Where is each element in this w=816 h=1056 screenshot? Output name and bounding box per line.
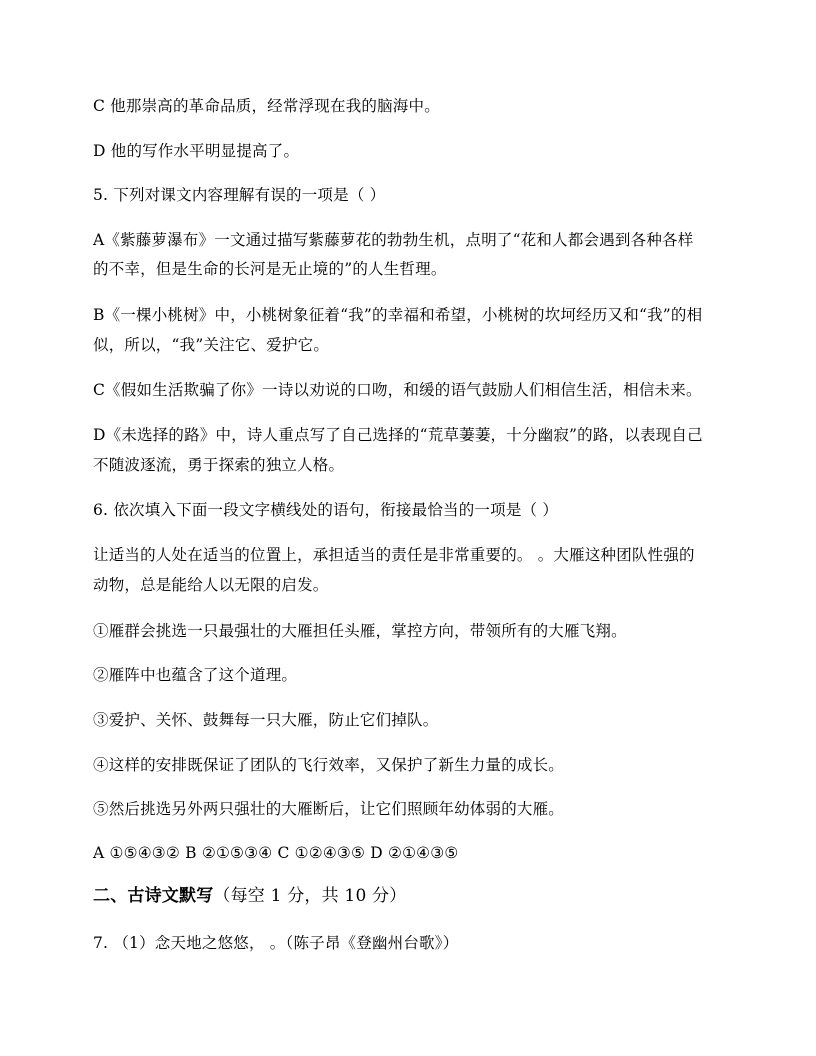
q5-option-b-line-2: 似，所以，“我”关注它、爱护它。 [93, 336, 330, 354]
q5-option-a-line-2: 的不幸，但是生命的长河是无止境的”的人生哲理。 [93, 260, 447, 278]
question-7-line-1: 7. （1）念天地之悠悠， 。（陈子昂《登幽州台歌》） [93, 934, 459, 952]
question-5: 5. 下列对课文内容理解有误的一项是（ ） [93, 186, 386, 204]
section-title: 二、古诗文默写 [93, 886, 214, 906]
option-c-line: C 他那崇高的革命品质，经常浮现在我的脑海中。 [93, 97, 440, 115]
q6-answer-options: A ①⑤④③② B ②①⑤③④ C ①②④③⑤ D ②①④③⑤ [93, 844, 459, 862]
q5-option-d-line-2: 不随波逐流，勇于探索的独立人格。 [93, 456, 345, 474]
q6-sentence-5: ⑤然后挑选另外两只强壮的大雁断后，让它们照顾年幼体弱的大雁。 [93, 800, 565, 818]
q6-sentence-1: ①雁群会挑选一只最强壮的大雁担任头雁，掌控方向，带领所有的大雁飞翔。 [93, 622, 627, 640]
q5-option-d-line-1: D《未选择的路》中，诗人重点写了自己选择的“荒草萋萋，十分幽寂”的路，以表现自己 [93, 426, 703, 444]
q6-sentence-4: ④这样的安排既保证了团队的飞行效率，又保护了新生力量的成长。 [93, 756, 565, 774]
q6-passage-line-1: 让适当的人处在适当的位置上，承担适当的责任是非常重要的。 。大雁这种团队性强的 [93, 546, 695, 564]
question-6: 6. 依次填入下面一段文字横线处的语句，衔接最恰当的一项是（ ） [93, 501, 559, 519]
q6-sentence-3: ③爱护、关怀、鼓舞每一只大雁，防止它们掉队。 [93, 711, 439, 729]
q5-option-a-line-1: A《紫藤萝瀑布》一文通过描写紫藤萝花的勃勃生机，点明了“花和人都会遇到各种各样 [93, 231, 694, 249]
q5-option-b-line-1: B《一棵小桃树》中，小桃树象征着“我”的幸福和希望，小桃树的坎坷经历又和“我”的相 [93, 306, 703, 324]
q6-passage-line-2: 动物，总是能给人以无限的启发。 [93, 576, 329, 594]
option-d-line: D 他的写作水平明显提高了。 [93, 142, 300, 160]
section-score-note: （每空 1 分，共 10 分） [213, 886, 407, 906]
section-heading [93, 886, 733, 906]
q6-sentence-2: ②雁阵中也蕴含了这个道理。 [93, 666, 298, 684]
q5-option-c-line: C《假如生活欺骗了你》一诗以劝说的口吻，和缓的语气鼓励人们相信生活，相信未来。 [93, 381, 702, 399]
